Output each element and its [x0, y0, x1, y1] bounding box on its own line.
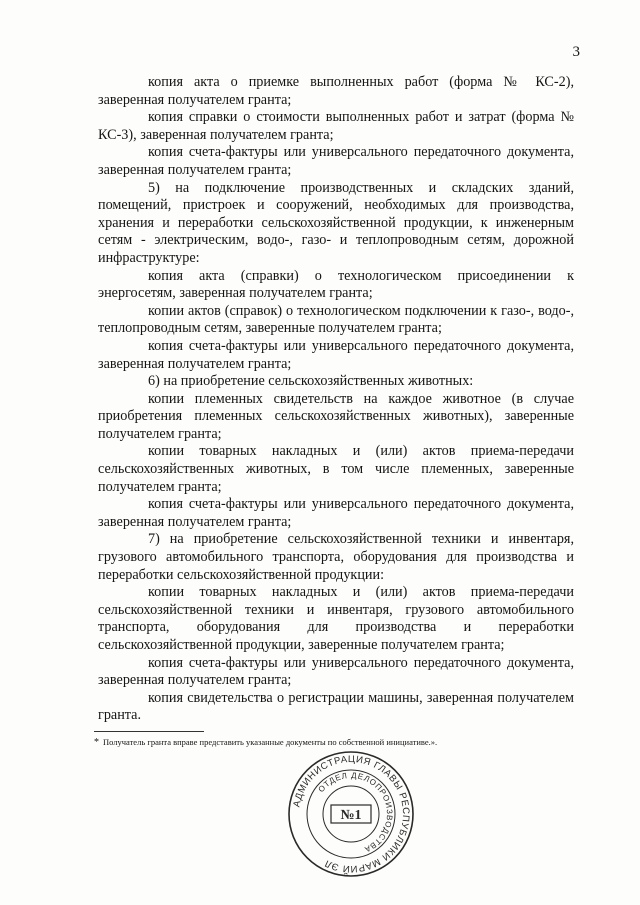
footnote-mark: * [94, 737, 99, 748]
paragraph: копия акта о приемке выполненных работ (форма № КС-2), заверенная получателем гранта; [98, 74, 574, 108]
seal-center-text: №1 [340, 808, 362, 823]
paragraph: копия справки о стоимости выполненных работ и затрат (форма № КС-3), заверенная получателем гранта; [98, 109, 574, 143]
paragraph: копия счета-фактуры или универсального передаточного документа, заверенная получателем гранта; [98, 337, 574, 372]
footnote-text: Получатель гранта вправе представить указанные документы по собственной инициативе.». [103, 737, 438, 747]
page-number: 3 [572, 44, 580, 60]
paragraph: копия счета-фактуры или универсального передаточного документа, заверенная получателем гранта; [98, 496, 574, 530]
paragraph: копии актов (справок) о технологическом подключении к газо-, водо-, теплопроводным сетям, заверенные получателем гранта; [98, 302, 574, 337]
paragraph: копия счета-фактуры или универсального передаточного документа, заверенная получателем гранта; [98, 654, 574, 689]
paragraph: копия счета-фактуры или универсального передаточного документа, заверенная получателем гранта; [98, 144, 574, 178]
official-seal-stamp [286, 749, 416, 879]
footnote [94, 737, 574, 748]
seal-inner-text: ОТДЕЛ ДЕЛОПРОИЗВОДСТВА [316, 770, 395, 855]
paragraph: копии товарных накладных и (или) актов приема-передачи сельскохозяйственной техники и инвентаря, грузового автомобильного транспорта, оборудования для производства и переработки сельскохозяйственной продукции, заверенные получателем гранта; [98, 584, 574, 653]
paragraph: копия акта (справки) о технологическом присоединении к энергосетям, заверенная получателем гранта; [98, 267, 574, 302]
paragraph: 6) на приобретение сельскохозяйственных животных: [148, 373, 474, 390]
paragraph: 5) на подключение производственных и складских зданий, помещений, пристроек и сооружений, необходимых для производства, хранения и переработки сельскохозяйственной продукции, к инженерным сетям - электрическим, водо-, газо- и теплопроводным сетям, дорожной инфраструктуре: [98, 179, 574, 266]
paragraph: 7) на приобретение сельскохозяйственной техники и инвентаря, грузового автомобильного транспорта, оборудования для производства и переработки сельскохозяйственной продукции: [98, 531, 574, 583]
paragraph: копии племенных свидетельств на каждое животное (в случае приобретения племенных сельскохозяйственных животных), заверенные получателем гранта; [98, 390, 574, 442]
seal-outer-text: АДМИНИСТРАЦИЯ ГЛАВЫ РЕСПУБЛИКИ МАРИЙ ЭЛ [291, 753, 412, 875]
body-text [98, 74, 574, 725]
paragraph: копия свидетельства о регистрации машины, заверенная получателем гранта. [98, 689, 574, 724]
paragraph: копии товарных накладных и (или) актов приема-передачи сельскохозяйственных животных, в том числе племенных, заверенные получателем гранта; [98, 443, 574, 495]
footnote-divider [94, 731, 204, 732]
